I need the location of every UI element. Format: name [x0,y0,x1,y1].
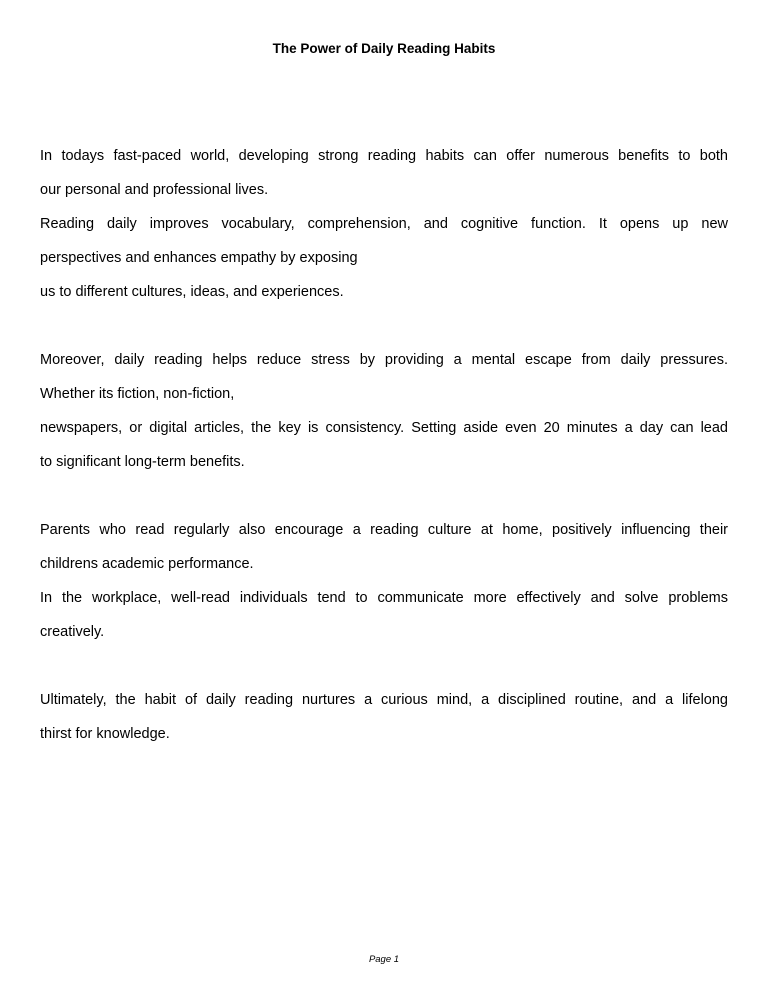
body-line: In the workplace, well-read individuals tend to communicate more effectively and solve problems [40,590,728,606]
body-line: creatively. [40,624,105,640]
paragraph-gap [40,479,728,513]
paragraph-gap [40,309,728,343]
body-line: childrens academic performance. [40,556,254,572]
paragraph-gap [40,649,728,683]
body-line: Whether its fiction, non-fiction, [40,386,235,402]
body-line: Moreover, daily reading helps reduce stress by providing a mental escape from daily pressures. [40,352,728,368]
body-line: us to different cultures, ideas, and experiences. [40,284,344,300]
body-line: Ultimately, the habit of daily reading nurtures a curious mind, a disciplined routine, and a lifelong [40,692,728,708]
body-line: our personal and professional lives. [40,182,269,198]
body-line: newspapers, or digital articles, the key is consistency. Setting aside even 20 minutes a day can lead [40,420,728,436]
body-line: perspectives and enhances empathy by exposing [40,250,358,266]
body-line: thirst for knowledge. [40,726,170,742]
document-body [40,139,728,751]
body-line: Parents who read regularly also encourage a reading culture at home, positively influencing their [40,522,728,538]
body-line: In todays fast-paced world, developing strong reading habits can offer numerous benefits to both [40,148,728,164]
page-number: Page 1 [368,954,400,965]
document-title: The Power of Daily Reading Habits [272,41,496,56]
body-line: to significant long-term benefits. [40,454,245,470]
body-line: Reading daily improves vocabulary, comprehension, and cognitive function. It opens up new [40,216,728,232]
